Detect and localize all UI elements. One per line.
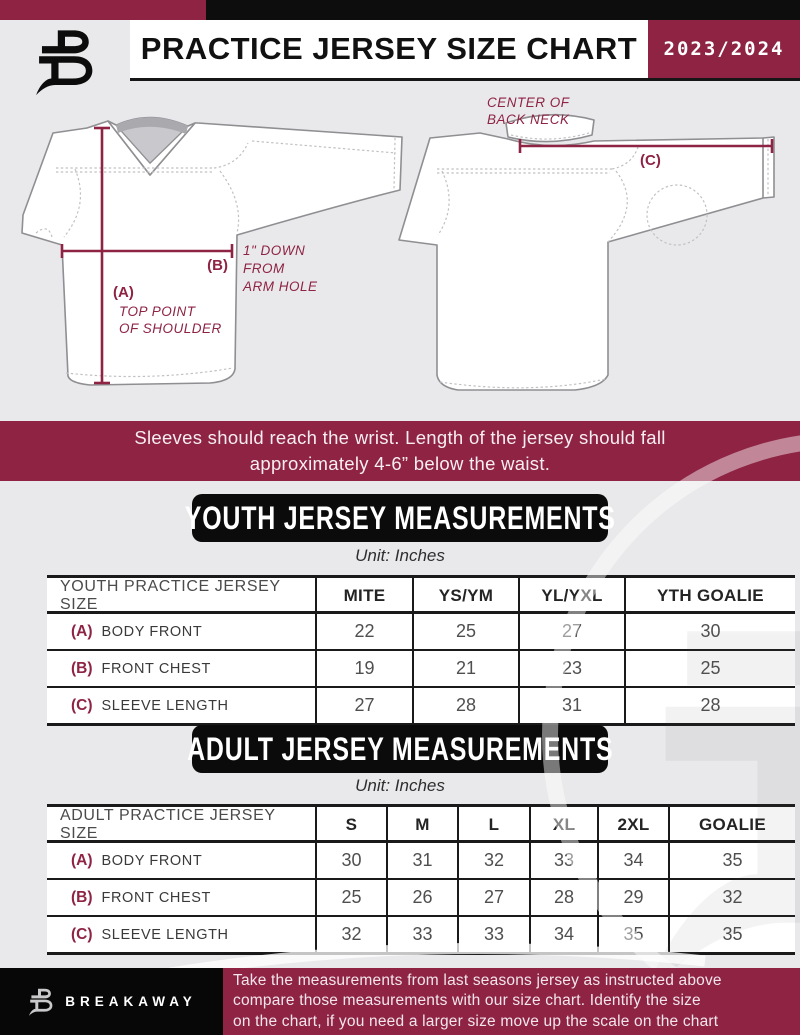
adult-col-header: L (457, 807, 529, 843)
row-label-cell (47, 688, 315, 723)
adult-col-header: ADULT PRACTICE JERSEY SIZE (60, 807, 276, 842)
row-key: (B) (71, 888, 93, 906)
row-key: (B) (71, 659, 93, 677)
value-cell: 21 (412, 651, 518, 686)
label-c: (C) (640, 152, 661, 169)
value-cell: 29 (597, 880, 668, 915)
value-cell: 32 (315, 917, 386, 952)
value-cell: 27 (457, 880, 529, 915)
youth-unit-label: Unit: Inches (355, 546, 445, 565)
value-cell: 19 (315, 651, 412, 686)
season-badge: 2023/2024 (648, 20, 800, 78)
row-key: (C) (71, 696, 93, 714)
value-cell: 28 (529, 880, 597, 915)
row-label-cell (47, 614, 315, 649)
row-label: SLEEVE LENGTH (101, 697, 229, 714)
youth-table-row-body-front (47, 614, 795, 651)
value-cell: 27 (315, 688, 412, 723)
youth-col-header: YTH GOALIE (624, 578, 795, 614)
youth-table-row-sleeve-length (47, 688, 795, 726)
youth-col-header: MITE (315, 578, 412, 614)
value-cell: 33 (529, 843, 597, 878)
value-cell: 22 (315, 614, 412, 649)
adult-table-row-front-chest (47, 880, 795, 917)
adult-table-row-body-front (47, 843, 795, 880)
value-cell: 30 (315, 843, 386, 878)
row-label: BODY FRONT (101, 623, 203, 640)
value-cell: 23 (518, 651, 624, 686)
youth-section-title: YOUTH JERSEY MEASUREMENTS (184, 499, 616, 536)
title-area (130, 20, 648, 78)
b-caption-line2: FROM (243, 261, 285, 276)
a-caption-line2: OF SHOULDER (119, 321, 222, 336)
front-jersey-body (22, 121, 402, 385)
adult-unit-label: Unit: Inches (355, 776, 445, 795)
jersey-back-diagram (380, 85, 800, 415)
label-a: (A) (113, 284, 134, 301)
footer-note-line2: compare those measurements with our size chart. Identify the size (233, 992, 701, 1010)
value-cell: 25 (315, 880, 386, 915)
youth-col-header: YL/YXL (518, 578, 624, 614)
footer-note-line1: Take the measurements from last seasons jersey as instructed above (233, 971, 722, 989)
row-key: (A) (71, 851, 93, 869)
youth-col-header: YOUTH PRACTICE JERSEY SIZE (60, 578, 281, 613)
value-cell: 31 (518, 688, 624, 723)
value-cell: 25 (412, 614, 518, 649)
value-cell: 32 (457, 843, 529, 878)
row-label-cell (47, 651, 315, 686)
value-cell: 28 (624, 688, 795, 723)
row-label-cell (47, 917, 315, 952)
row-label: FRONT CHEST (101, 889, 211, 906)
value-cell: 26 (386, 880, 457, 915)
page-title: PRACTICE JERSEY SIZE CHART (140, 31, 638, 66)
fit-note-line1: Sleeves should reach the wrist. Length of the jersey should fall (134, 427, 666, 448)
value-cell: 33 (457, 917, 529, 952)
brand-name: BREAKAWAY (65, 994, 197, 1009)
value-cell: 35 (597, 917, 668, 952)
jersey-front-diagram (0, 85, 420, 415)
footer-brand-block (0, 968, 223, 1035)
value-cell: 25 (624, 651, 795, 686)
fit-note-line2: approximately 4-6” below the waist. (249, 453, 551, 474)
youth-col-header: YS/YM (412, 578, 518, 614)
youth-table-header-row (47, 578, 795, 614)
youth-table (47, 575, 795, 726)
title-bar (130, 20, 800, 81)
adult-table-row-sleeve-length (47, 917, 795, 955)
back-jersey-body (399, 133, 774, 390)
footer-note-line3: on the chart, if you need a larger size move up the scale on the chart (233, 1012, 719, 1030)
value-cell: 34 (597, 843, 668, 878)
adult-section-title: ADULT JERSEY MEASUREMENTS (186, 730, 614, 767)
fit-note-banner (0, 421, 800, 481)
value-cell: 28 (412, 688, 518, 723)
b-caption-line3: ARM HOLE (243, 279, 318, 294)
adult-col-header: 2XL (597, 807, 668, 843)
value-cell: 30 (624, 614, 795, 649)
row-label: SLEEVE LENGTH (101, 926, 229, 943)
row-label-cell (47, 843, 315, 878)
label-b: (B) (207, 257, 228, 274)
footer-note-block (223, 968, 800, 1035)
value-cell: 35 (668, 917, 795, 952)
youth-section-header (184, 494, 616, 542)
top-strip-black (206, 0, 800, 20)
value-cell: 27 (518, 614, 624, 649)
value-cell: 33 (386, 917, 457, 952)
top-strip-maroon (0, 0, 206, 20)
value-cell: 32 (668, 880, 795, 915)
adult-col-header: XL (529, 807, 597, 843)
row-label: BODY FRONT (101, 852, 203, 869)
adult-table-header-row (47, 807, 795, 843)
back-neck-caption-line2: BACK NECK (487, 112, 570, 127)
adult-col-header: S (315, 807, 386, 843)
adult-table (47, 804, 795, 955)
value-cell: 34 (529, 917, 597, 952)
row-key: (C) (71, 925, 93, 943)
a-caption-line1: TOP POINT (119, 304, 196, 319)
row-label-cell (47, 880, 315, 915)
b-caption-line1: 1" DOWN (243, 243, 306, 258)
adult-col-header: GOALIE (668, 807, 795, 843)
row-key: (A) (71, 622, 93, 640)
back-neck-caption-line1: CENTER OF (487, 95, 570, 110)
value-cell: 35 (668, 843, 795, 878)
footer (0, 968, 800, 1035)
adult-col-header: M (386, 807, 457, 843)
row-label: FRONT CHEST (101, 660, 211, 677)
value-cell: 31 (386, 843, 457, 878)
youth-table-row-front-chest (47, 651, 795, 688)
adult-section-header (186, 725, 614, 773)
breakaway-footer-logo-icon (26, 987, 56, 1017)
